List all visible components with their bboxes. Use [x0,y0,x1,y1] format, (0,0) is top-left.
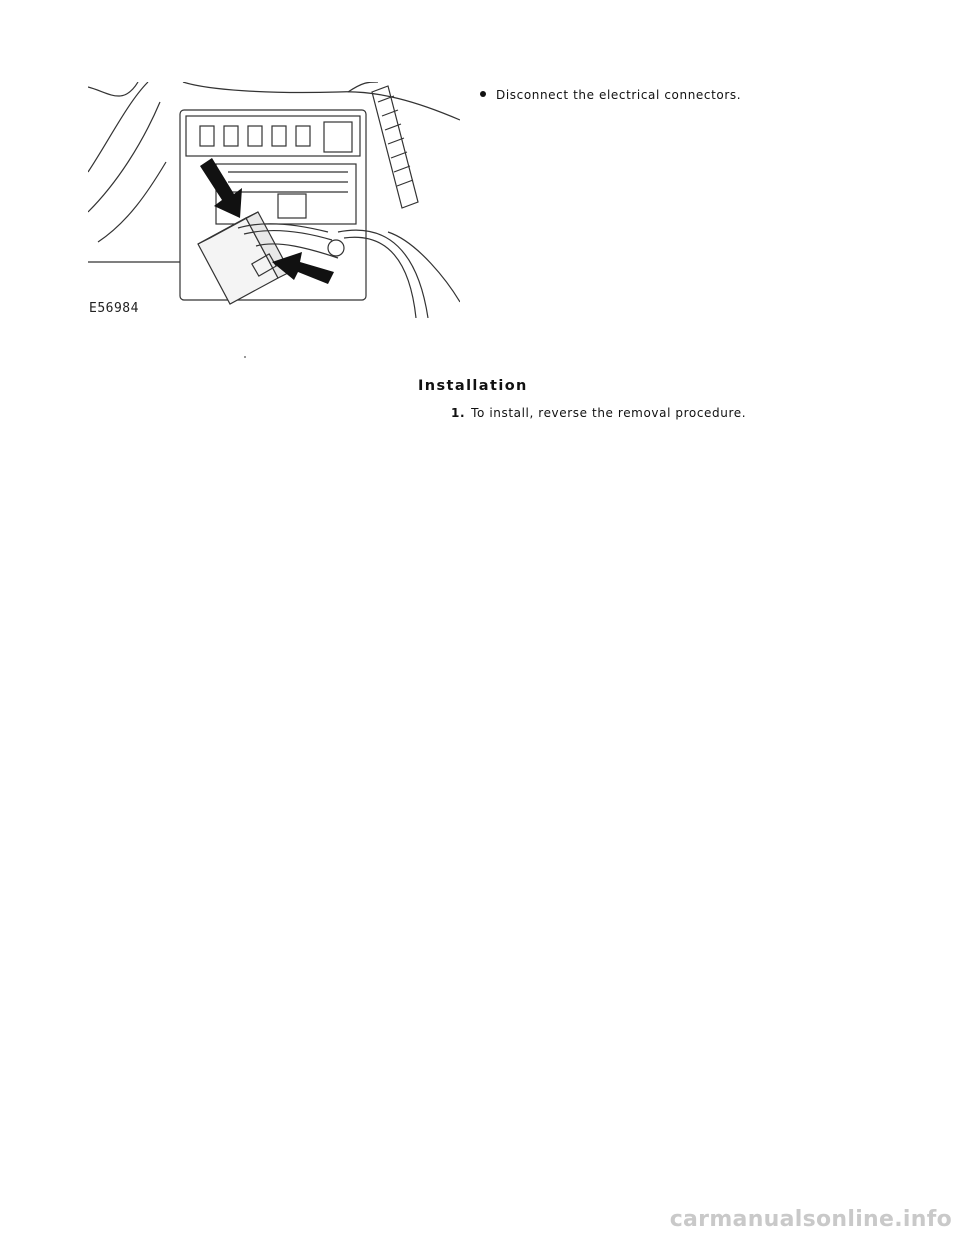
removal-step-bullet [480,88,741,102]
technical-illustration [88,82,460,318]
installation-step-text: To install, reverse the removal procedure. [471,406,747,420]
installation-step [451,406,746,420]
removal-step-text: Disconnect the electrical connectors. [496,88,742,102]
bullet-dot-icon [480,91,486,97]
figure-id-label: E56984 [89,301,139,316]
section-title-installation: Installation [418,378,528,394]
site-watermark: carmanualsonline.info [669,1207,952,1232]
installation-step-number: 1. [451,406,466,420]
fuse-box-module-illustration [88,82,460,318]
stray-mark [244,356,246,358]
